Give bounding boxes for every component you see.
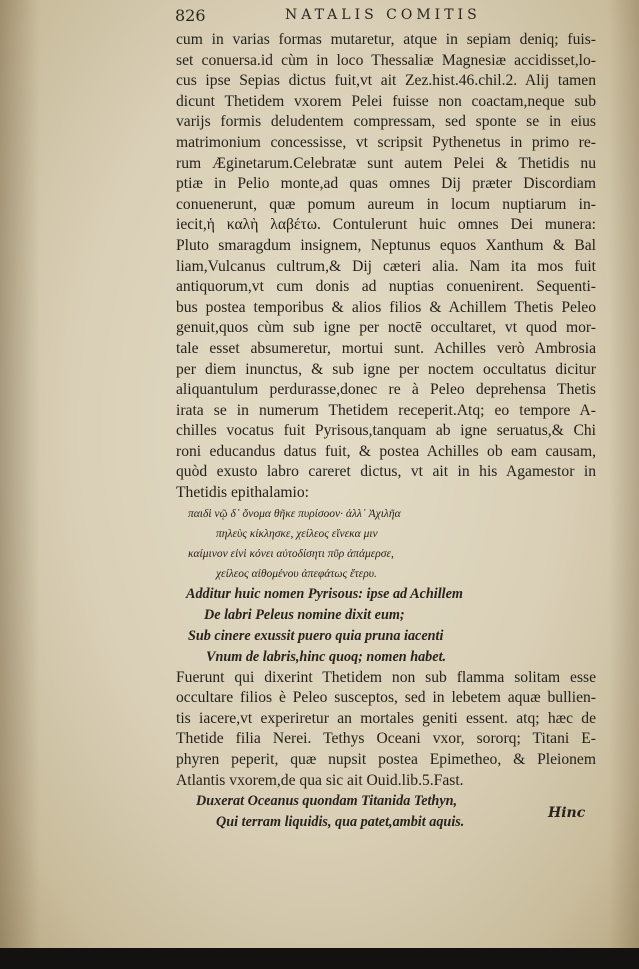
text-line: bus postea temporibus & alios filios & Achillem Thetis Peleo [176,298,596,316]
greek-verse-line: πηλεὺς κίκλησκε, χείλεος εἵνεκα μιν [216,527,378,540]
text-line: roni educandus datus fuit, & postea Achilles ob eam causam, [176,442,596,460]
text-line: liam,Vulcanus cultrum,& Dij cæteri alia. Nam ita mos fuit [176,257,596,275]
text-line: Pluto smaragdum insignem, Neptunus equos Xanthum & Bal [176,236,596,254]
text-line: Thetidis epithalamio: [176,484,309,502]
text-line: irata se in numerum Thetidem receperit.Atq; eo tempore A- [176,401,596,419]
text-line: conuenerunt, quæ pomum aureum in locum nuptiarum in- [176,195,596,213]
text-line: quòd exusto labro careret dictus, vt ait in his Agamestor in [176,463,596,481]
greek-verse-line: παιδὶ νῷ δ᾽ ὄνομα θῆκε πυρίσοον· ἀλλ᾽ Ἀχιλῆα [188,507,401,520]
page-header [175,6,615,28]
text-line: tale esset absumeretur, mortui sunt. Achilles verò Ambrosia [176,339,596,357]
text-line: cum in varias formas mutaretur, atque in sepiam deniq; fuis- [176,31,596,48]
text-line: Atlantis vxorem,de qua sic ait Ouid.lib.5.Fast. [176,771,464,789]
latin-verse-line: Sub cinere exussit puero quia pruna iacenti [188,627,444,644]
text-line: ptiæ in Pelio monte,ad quas omnes Dij præter Discordiam [176,175,596,193]
text-line: rum Æginetarum.Celebratæ sunt autem Pelei & Thetidis nu [176,154,596,172]
text-line: matrimonium concessisse, vt scripsit Pythenetus in primo re- [176,133,596,151]
greek-verse-line: καίμινον εἰνὶ κόνει αὐτοδίσητι πῦρ ἀπάμερσε, [188,547,394,560]
text-line: cus ipse Sepias dictus fuit,vt ait Zez.hist.46.chil.2. Alij tamen [176,72,596,90]
scan-edge [0,948,639,969]
text-line: iecit,ἡ καλὴ λαβέτω. Contulerunt huic omnes Dei munera: [176,216,596,234]
text-line: aliquantulum perdurasse,donec re à Peleo deprehensa Thetis [176,381,596,399]
latin-verse-2 [176,791,596,833]
greek-verse [176,504,596,584]
latin-verse-line: De labri Peleus nomine dixit eum; [204,606,405,623]
running-title: NATALIS COMITIS [285,7,481,23]
page-body [176,30,596,833]
latin-verse-line: Vnum de labris,hinc quoq; nomen habet. [206,648,447,665]
latin-verse [176,584,596,668]
latin-verse-line: Additur huic nomen Pyrisous: ipse ad Achillem [186,585,463,602]
text-line: chilles vocatus fuit Pyrisous,tanquam ab igne seruatus,& Chi [176,422,596,440]
text-line: per diem inunctus, & sub igne per noctem occultatus dicitur [176,360,596,378]
text-line: phyren peperit, quæ nupsit postea Epimetheo, & Pleionem [176,751,596,769]
text-line: set conuersa.id cùm in loco Thessaliæ Magnesiæ accidisset,lo- [176,51,596,69]
text-line: genuit,quos cùm sub igne per noctē occultaret, vt quod mor- [176,319,596,337]
text-line: dicunt Thetidem vxorem Pelei fuisse non coactam,neque sub [176,92,596,110]
latin-verse-line: Qui terram liquidis, qua patet,ambit aquis. [216,814,465,831]
text-line: tis iacere,vt experiretur an mortales geniti essent. atq; hæc de [176,709,596,727]
text-line: Fuerunt qui dixerint Thetidem non sub flamma solitam esse [176,668,596,686]
text-line: antiquorum,vt cum donis ad nuptias conuenirent. Sequenti- [176,278,596,296]
catchword: Hinc [548,805,586,821]
latin-verse-line: Duxerat Oceanus quondam Titanida Tethyn, [196,793,458,810]
text-line: occultare filios è Peleo susceptos, sed in lebetem aquæ bullien- [176,689,596,707]
text-line: varijs formis deludentem compressam, sed sponte se in eius [176,113,596,131]
greek-verse-line: χείλεος αἰθομένου ἀπεφάτως ἔτερυ. [216,567,377,580]
page-number: 826 [175,6,206,25]
text-line: Thetide filia Nerei. Tethys Oceani vxor, sororq; Titani E- [176,730,596,748]
